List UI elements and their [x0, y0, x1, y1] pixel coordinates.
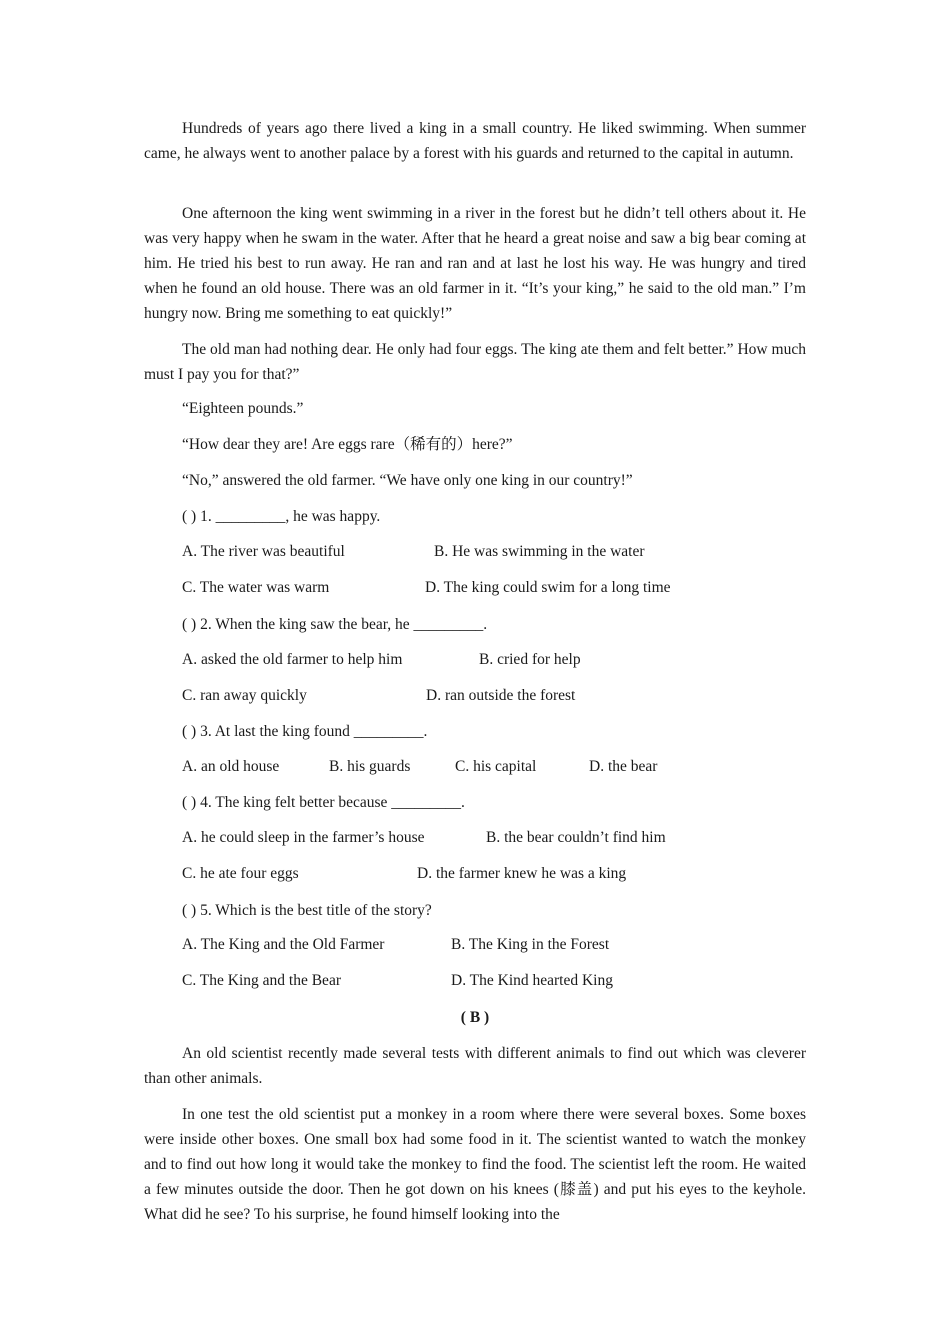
- question-5-stem: ( ) 5. Which is the best title of the story?: [182, 902, 432, 919]
- question-3-option-c: C. his capital: [455, 758, 537, 775]
- dialogue-line-3: “No,” answered the old farmer. “We have only one king in our country!”: [182, 472, 633, 489]
- question-2-option-c: C. ran away quickly: [182, 687, 307, 704]
- passage-a-paragraph-3: The old man had nothing dear. He only had four eggs. The king ate them and felt better.” How much must I pay you for that?”: [144, 341, 806, 383]
- question-5-option-a: A. The King and the Old Farmer: [182, 936, 385, 953]
- question-4-option-d: D. the farmer knew he was a king: [417, 865, 627, 882]
- question-2-stem: ( ) 2. When the king saw the bear, he _________.: [182, 616, 488, 633]
- question-2-option-a: A. asked the old farmer to help him: [182, 651, 403, 668]
- question-4-stem: ( ) 4. The king felt better because _________.: [182, 794, 465, 811]
- question-4-option-c: C. he ate four eggs: [182, 865, 299, 882]
- dialogue-line-1: “Eighteen pounds.”: [182, 400, 304, 417]
- question-3-option-d: D. the bear: [589, 758, 658, 775]
- passage-a-paragraph-2: One afternoon the king went swimming in a river in the forest but he didn’t tell others about it. He was very happy when he swam in the water. After that he heard a great noise and saw a big bear coming at him. He tried his best to run away. He ran and ran and at last he lost his way. He was hungry and tired when he found an old house. There was an old farmer in it. “It’s your king,” he said to the old man.” I’m hungry now. Bring me something to eat quickly!”: [144, 205, 806, 322]
- question-3-option-b: B. his guards: [329, 758, 411, 775]
- question-3-stem: ( ) 3. At last the king found _________.: [182, 723, 428, 740]
- passage-b-paragraph-2: In one test the old scientist put a monkey in a room where there were several boxes. Some boxes were inside other boxes. One small box had some food in it. The scientist wanted to watch the monkey and to find out how long it would take the monkey to find the food. The scientist left the room. He waited a few minutes outside the door. Then he got down on his knees (膝盖) and put his eyes to the keyhole. What did he see? To his surprise, he found himself looking into the: [144, 1106, 806, 1223]
- question-5-option-c: C. The King and the Bear: [182, 972, 341, 989]
- question-1-option-c: C. The water was warm: [182, 579, 330, 596]
- question-5-option-b: B. The King in the Forest: [451, 936, 610, 953]
- section-b-heading: ( B ): [460, 1009, 490, 1026]
- question-1-option-a: A. The river was beautiful: [182, 543, 345, 560]
- question-2-option-b: B. cried for help: [479, 651, 581, 668]
- question-1-option-d: D. The king could swim for a long time: [425, 579, 671, 596]
- question-1-option-b: B. He was swimming in the water: [434, 543, 645, 560]
- question-3-option-a: A. an old house: [182, 758, 280, 775]
- dialogue-line-2: “How dear they are! Are eggs rare（稀有的）here?”: [182, 436, 513, 453]
- question-4-option-b: B. the bear couldn’t find him: [486, 829, 666, 846]
- question-1-stem: ( ) 1. _________, he was happy.: [182, 508, 381, 525]
- passage-b-paragraph-1: An old scientist recently made several tests with different animals to find out which was cleverer than other animals.: [144, 1045, 806, 1087]
- question-2-option-d: D. ran outside the forest: [426, 687, 576, 704]
- question-4-option-a: A. he could sleep in the farmer’s house: [182, 829, 425, 846]
- question-5-option-d: D. The Kind hearted King: [451, 972, 613, 989]
- passage-a-paragraph-1: Hundreds of years ago there lived a king in a small country. He liked swimming. When summer came, he always went to another palace by a forest with his guards and returned to the capital in autumn.: [144, 120, 806, 162]
